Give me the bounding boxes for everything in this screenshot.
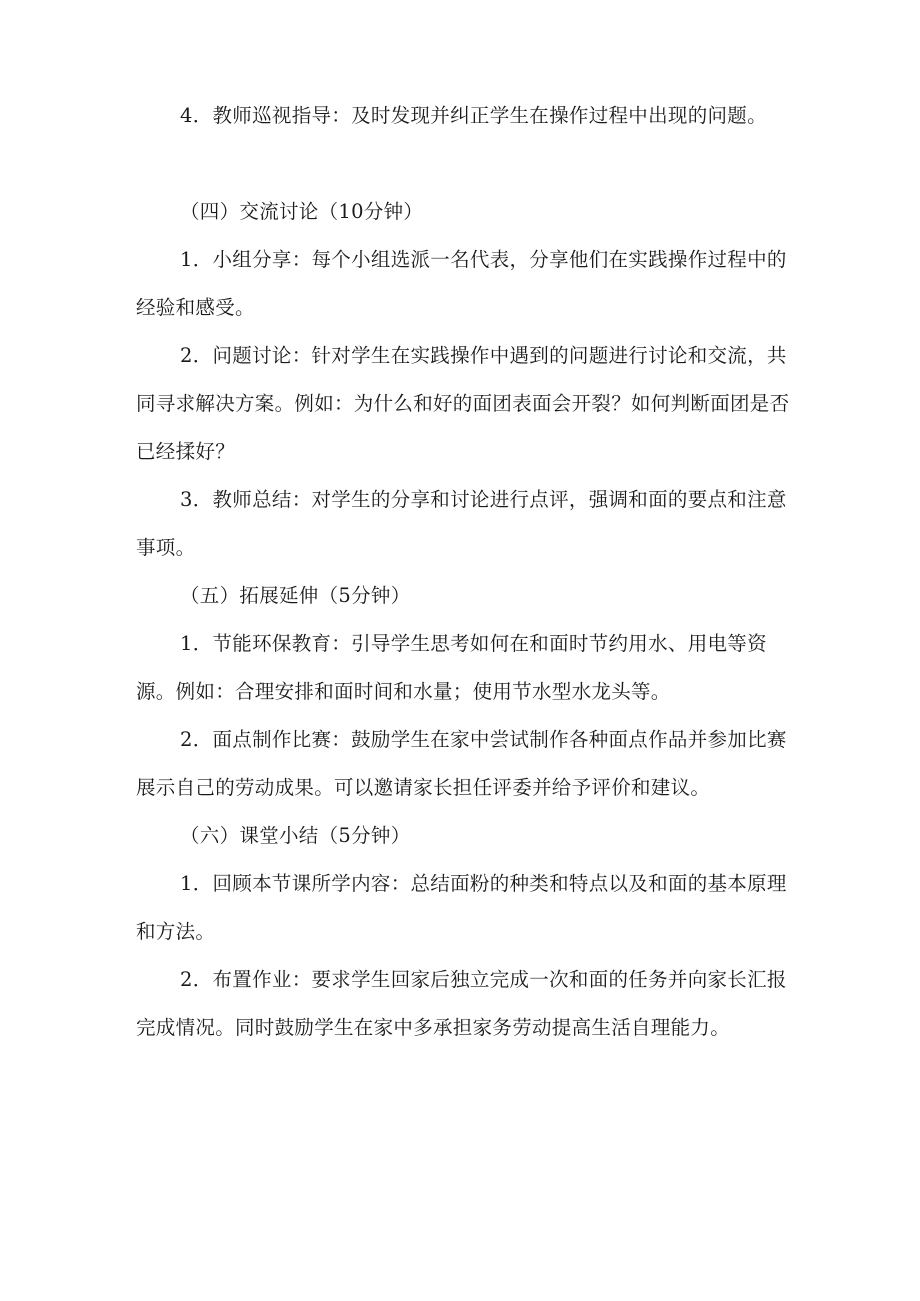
paragraph-teacher-summary: 3．教师总结：对学生的分享和讨论进行点评，强调和面的要点和注意事项。 — [136, 488, 787, 559]
paragraph-homework: 2．布置作业：要求学生回家后独立完成一次和面的任务并向家长汇报完成情况。同时鼓励学生在家中多承担家务劳动提高生活自理能力。 — [136, 968, 787, 1039]
section-heading-class-summary: （六）课堂小结（5分钟） — [180, 824, 411, 847]
paragraph-problem-discussion: 2．问题讨论：针对学生在实践操作中遇到的问题进行讨论和交流，共同寻求解决方案。例如：为什么和好的面团表面会开裂？如何判断面团是否已经揉好？ — [136, 344, 790, 463]
paragraph-teacher-guidance: 4．教师巡视指导：及时发现并纠正学生在操作过程中出现的问题。 — [180, 104, 767, 127]
paragraph-review-content: 1．回顾本节课所学内容：总结面粉的种类和特点以及和面的基本原理和方法。 — [136, 872, 787, 943]
section-heading-extension: （五）拓展延伸（5分钟） — [180, 584, 411, 607]
section-heading-discussion: （四）交流讨论（10分钟） — [180, 200, 424, 223]
paragraph-pastry-contest: 2．面点制作比赛：鼓励学生在家中尝试制作各种面点作品并参加比赛展示自己的劳动成果。可以邀请家长担任评委并给予评价和建议。 — [136, 728, 787, 799]
paragraph-energy-saving: 1．节能环保教育：引导学生思考如何在和面时节约用水、用电等资源。例如：合理安排和面时间和水量；使用节水型水龙头等。 — [136, 632, 767, 703]
paragraph-group-sharing: 1．小组分享：每个小组选派一名代表，分享他们在实践操作过程中的经验和感受。 — [136, 248, 787, 319]
